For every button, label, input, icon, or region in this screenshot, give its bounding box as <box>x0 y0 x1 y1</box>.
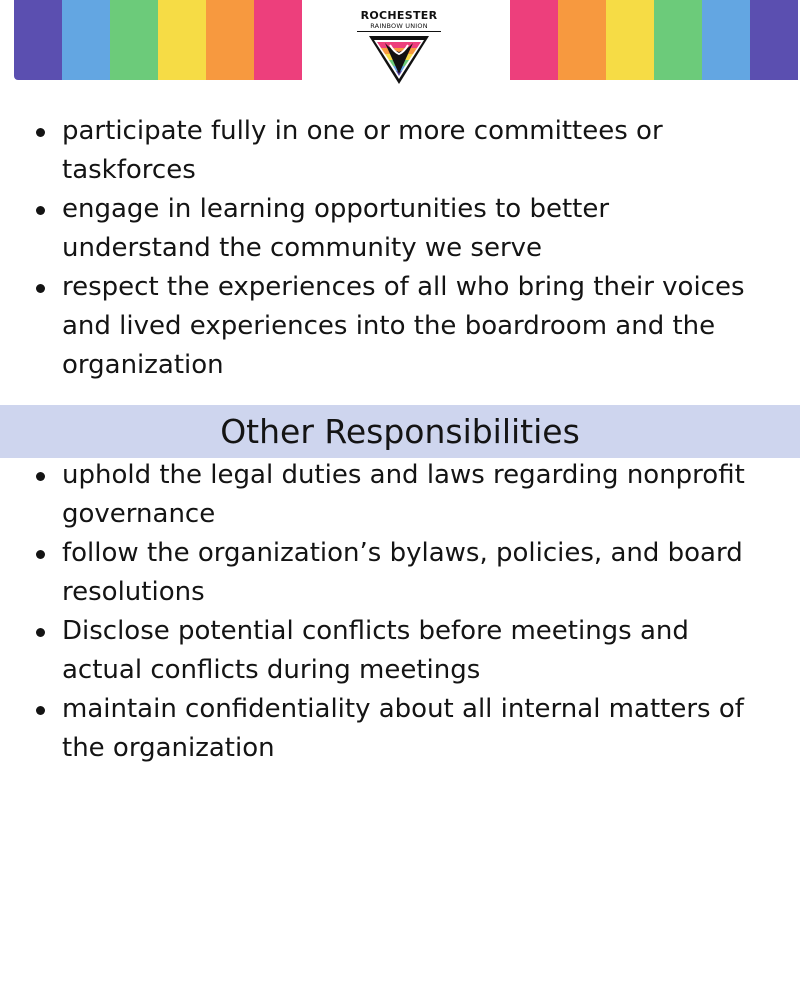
item-line: organization <box>62 350 224 380</box>
bullet-icon <box>36 550 45 559</box>
stripe <box>254 0 302 80</box>
list-item <box>34 612 794 690</box>
item-line: the organization <box>62 733 275 763</box>
rainbow-triangle-icon <box>367 34 431 86</box>
list-item <box>34 112 794 190</box>
item-line: engage in learning opportunities to better <box>62 194 610 224</box>
item-line: and lived experiences into the boardroom and the <box>62 311 716 341</box>
bullet-icon <box>36 472 45 481</box>
stripe <box>702 0 750 80</box>
bullet-icon <box>36 628 45 637</box>
item-line: participate fully in one or more committees or <box>62 116 663 146</box>
logo-subtitle: RAINBOW UNION <box>357 22 441 32</box>
item-line: uphold the legal duties and laws regarding nonprofit <box>62 460 745 490</box>
item-line: actual conflicts during meetings <box>62 655 481 685</box>
item-line: follow the organization’s bylaws, policies, and board <box>62 538 743 568</box>
stripe <box>510 0 558 80</box>
other-responsibilities-list <box>34 456 794 768</box>
item-line: Disclose potential conflicts before meetings and <box>62 616 689 646</box>
item-line: governance <box>62 499 216 529</box>
stripe <box>606 0 654 80</box>
item-line: resolutions <box>62 577 205 607</box>
bullet-icon <box>36 206 45 215</box>
list-item <box>34 690 794 768</box>
list-item <box>34 190 794 268</box>
bullet-icon <box>36 706 45 715</box>
stripe <box>558 0 606 80</box>
section-heading-band <box>0 405 800 458</box>
list-item <box>34 534 794 612</box>
rainbow-stripes-right <box>510 0 798 80</box>
stripe <box>14 0 62 80</box>
stripe <box>110 0 158 80</box>
item-line: respect the experiences of all who bring their voices <box>62 272 745 302</box>
item-line: taskforces <box>62 155 196 185</box>
board-duties-list <box>34 112 794 385</box>
rainbow-stripes-left <box>14 0 302 80</box>
stripe <box>654 0 702 80</box>
rochester-rainbow-union-logo <box>357 10 441 86</box>
stripe <box>750 0 798 80</box>
list-item <box>34 268 794 385</box>
list-item <box>34 456 794 534</box>
stripe <box>62 0 110 80</box>
stripe <box>158 0 206 80</box>
bullet-icon <box>36 284 45 293</box>
item-line: maintain confidentiality about all internal matters of <box>62 694 744 724</box>
item-line: understand the community we serve <box>62 233 543 263</box>
section-heading: Other Responsibilities <box>220 412 580 451</box>
bullet-icon <box>36 128 45 137</box>
logo-title: ROCHESTER <box>360 9 438 22</box>
stripe <box>206 0 254 80</box>
